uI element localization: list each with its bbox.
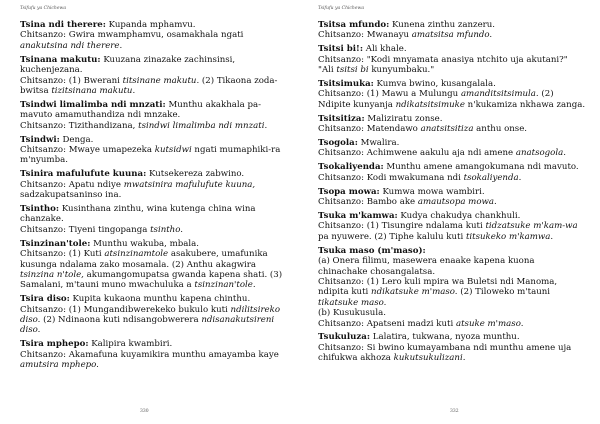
entry-definition: Kupanda mphamvu. <box>105 20 196 30</box>
dictionary-entry <box>20 100 288 131</box>
entry-headword: Tsuka m'kamwa: <box>318 211 398 221</box>
example-phrase: tsinzina n'tole, <box>20 269 84 280</box>
entry-headword: Tsitsa mfundo: <box>318 20 390 30</box>
example-phrase: amutsira mphepo. <box>20 360 99 371</box>
example-text: "Ali <box>318 65 337 76</box>
example-phrase: mwatsinira mafulufute kuuna, <box>123 179 256 190</box>
entry-definition-line <box>318 79 586 89</box>
entry-example-line <box>20 225 288 235</box>
dictionary-entry <box>20 204 288 235</box>
entry-definition-line <box>318 20 586 30</box>
entry-headword: Tsopa mowa: <box>318 186 380 197</box>
entry-definition: Kumwa mowa wambiri. <box>379 186 485 197</box>
dictionary-entry <box>318 79 586 110</box>
example-text: (2) Tikaona zoda-bwitsa <box>20 75 278 96</box>
entry-definition: Munthu amene amangokumana ndi mavuto. <box>383 162 579 173</box>
dictionary-entry <box>318 114 586 135</box>
example-phrase: kukutsukulizani. <box>393 353 466 364</box>
example-text: Chitsanzo: Akamafuna kuyamikira munthu amayamba kaye <box>20 349 279 360</box>
example-text: Chitsanzo: (1) Tisungire ndalama kuti <box>318 221 486 232</box>
example-text: Chitsanzo: Si bwino kumayambana ndi munthu amene uja chifukwa akhoza <box>318 342 572 364</box>
entry-example-line <box>318 308 586 318</box>
example-text: Chitsanzo: Apatseni madzi kuti <box>318 318 456 329</box>
dictionary-entry <box>318 162 586 183</box>
entry-definition: Kupita kukaona munthu kapena chinthu. <box>69 294 251 305</box>
example-phrase: atsuke m'maso. <box>455 318 524 329</box>
dictionary-entry <box>20 20 288 51</box>
entry-example-line <box>20 350 288 371</box>
example-text: Chitsanzo: (1) Lero kuli mpira wa Buletsi ndi Manoma, ndipita kuti <box>318 276 558 298</box>
entry-definition: Kumva bwino, kusangalala. <box>373 79 496 90</box>
dictionary-entry <box>318 138 586 159</box>
entry-definition: Lalatira, tukwana, nyoza munthu. <box>370 332 520 343</box>
example-text: Chitsanzo: Achimwene aakulu aja ndi amene <box>318 148 516 159</box>
entry-example-line <box>20 249 288 291</box>
example-phrase: tsinzinan'tole. <box>194 280 256 291</box>
entry-example-line <box>318 89 586 110</box>
entry-definition-line <box>318 138 586 148</box>
example-phrase: anatsogola. <box>515 148 566 159</box>
example-text: Chitsanzo: Gwira mwamphamvu, osamakhala ngati <box>20 30 244 41</box>
entry-headword: Tsindwi limalimba ndi mnzati: <box>20 99 166 110</box>
entry-definition-line <box>20 20 288 30</box>
entry-headword: Tsitsi bi!: <box>318 44 363 55</box>
example-text: Chitsanzo: (1) Mawu a Mulungu <box>318 89 461 100</box>
entry-definition: Kalipira kwambiri. <box>88 339 173 350</box>
example-phrase: amanditsitsimula. <box>460 89 539 100</box>
entry-definition-line <box>318 246 586 256</box>
example-text: Chitsanzo: Bambo ake <box>318 197 418 208</box>
example-phrase: tidzatsuke m'kam-wa <box>485 221 578 232</box>
entry-definition: Kunena zinthu zanzeru. <box>389 20 496 30</box>
entry-definition: Munthu wakuba, mbala. <box>90 238 199 249</box>
entry-example-line <box>20 145 288 166</box>
entry-example-line <box>20 30 288 51</box>
entry-definition-line <box>318 114 586 124</box>
example-text: Chitsanzo: Apatu ndiye <box>20 179 124 190</box>
dictionary-entry <box>318 332 586 363</box>
entry-example-line <box>318 148 586 158</box>
entry-headword: Tsinira mafulufute kuuna: <box>20 169 147 180</box>
dictionary-entry <box>20 339 288 370</box>
entry-headword: Tsogola: <box>318 138 358 149</box>
example-text: (2) Ndinaona kuti ndisangobwerera <box>40 315 202 326</box>
entry-headword: Tsitsimuka: <box>318 79 374 90</box>
example-phrase: amatsitsa mfundo. <box>411 30 493 41</box>
entry-definition: Kudya chakudya chankhuli. <box>397 211 521 221</box>
example-text: anthu onse. <box>473 124 528 135</box>
example-phrase: tizitsinana makutu. <box>51 85 136 96</box>
example-text: ngati mumaphiki-ra m'nyumba. <box>20 144 281 166</box>
example-text: Chitsanzo: Tizithandizana, <box>20 120 139 131</box>
dictionary-entry <box>318 211 586 242</box>
example-text: pa nyuwere. (2) Tiphe kalulu kuti <box>318 231 466 242</box>
example-text: (a) Onera filimu, masewera enaake kapena kuona chinachake chosangalatsa. <box>318 256 535 277</box>
entry-definition: Kutsekereza zabwino. <box>146 169 245 180</box>
entry-definition: Maliziratu zonse. <box>364 113 443 124</box>
example-phrase: kutsidwi <box>154 144 192 155</box>
running-header: Tsifufu ya Chichewa <box>318 6 365 11</box>
entry-example-line <box>20 121 288 131</box>
entry-list <box>20 20 288 371</box>
running-header: Tsifufu ya Chichewa <box>20 6 67 11</box>
example-text: Chitsanzo: Mwaye umapezeka <box>20 144 155 155</box>
example-text: Chitsanzo: Matendawo <box>318 124 421 135</box>
example-text: (2) Ndipite kunyanja <box>318 89 554 110</box>
entry-definition: Ali khale. <box>363 44 407 55</box>
entry-headword: Tsinzinan'tole: <box>20 238 91 249</box>
example-text: Chitsanzo: (1) Mungandibwerekeko bukulo kuti <box>20 304 231 315</box>
example-phrase: anakutsina ndi therere. <box>20 40 123 51</box>
entry-headword: Tsuka maso (m'maso): <box>318 245 426 256</box>
example-text: asakubere, umafunika kusunga ndalama zako mosamala. (2) Anthu akagwira <box>20 249 268 270</box>
example-text: Chitsanzo: Kodi mwakumana ndi <box>318 172 464 183</box>
entry-definition-line <box>20 339 288 349</box>
example-phrase: tikatsuke maso. <box>318 297 387 308</box>
example-phrase: tsintho. <box>150 224 183 235</box>
entry-example-line <box>318 65 586 75</box>
entry-headword: Tsitsitiza: <box>318 113 365 124</box>
entry-definition-line <box>20 100 288 121</box>
entry-definition-line <box>20 55 288 76</box>
entry-example-line <box>318 343 586 364</box>
dictionary-entry <box>318 246 586 329</box>
example-text: Chitsanzo: Tiyeni tingopanga <box>20 224 151 235</box>
entry-definition-line <box>318 187 586 197</box>
entry-example-line <box>318 55 586 65</box>
dictionary-entry <box>318 20 586 41</box>
dictionary-entry <box>20 55 288 97</box>
entry-example-line <box>318 277 586 308</box>
example-text: Chitsanzo: (1) Bwerani <box>20 75 123 86</box>
entry-definition-line <box>318 44 586 54</box>
dictionary-entry <box>20 294 288 336</box>
dictionary-entry <box>318 44 586 75</box>
entry-definition-line <box>20 135 288 145</box>
page-number: 330 <box>140 409 149 414</box>
example-phrase: atsinzinamtole <box>104 249 169 260</box>
entry-example-line <box>318 319 586 329</box>
entry-definition-line <box>20 239 288 249</box>
example-phrase: titsinane makutu. <box>122 75 200 86</box>
dictionary-entry <box>20 239 288 291</box>
entry-headword: Tsindwi: <box>20 134 60 145</box>
entry-list <box>318 20 586 364</box>
entry-definition-line <box>20 169 288 179</box>
example-text: sadzakupatsaninso ina. <box>20 190 122 201</box>
entry-definition: Kuuzana zinazake zachinsinsi, kuchenjezana. <box>20 54 236 76</box>
entry-headword: Tsina ndi therere: <box>20 20 106 30</box>
entry-headword: Tsira diso: <box>20 294 70 305</box>
entry-headword: Tsintho: <box>20 204 60 214</box>
entry-headword: Tsukuluza: <box>318 332 371 343</box>
dictionary-entry <box>20 169 288 200</box>
example-text: akumangomupatsa gwanda kapena shati. (3) Samalani, m'tauni muno mwachuluka a <box>20 269 283 291</box>
example-phrase: ndilitsireko diso. <box>20 304 281 326</box>
example-phrase: tsokaliyenda. <box>463 172 522 183</box>
entry-definition-line <box>318 162 586 172</box>
example-text: Chitsanzo: Mwanayu <box>318 30 412 41</box>
right-page <box>300 0 600 424</box>
entry-example-line <box>318 173 586 183</box>
dictionary-entry <box>20 135 288 166</box>
example-phrase: tsindwi limalimba ndi mnzati. <box>138 120 268 131</box>
entry-definition: Kusinthana zinthu, wina kutenga china wina chanzake. <box>20 204 256 225</box>
entry-example-line <box>20 180 288 201</box>
example-text: n'kukamiza nkhawa zanga. <box>464 99 586 110</box>
entry-definition: Denga. <box>59 134 94 145</box>
entry-example-line <box>20 305 288 336</box>
example-text: Chitsanzo: (1) Kuti <box>20 249 105 260</box>
entry-headword: Tsira mphepo: <box>20 339 89 350</box>
entry-definition: Mwalira. <box>357 138 400 149</box>
entry-example-line <box>318 30 586 40</box>
entry-definition-line <box>318 211 586 221</box>
entry-definition: Munthu akakhala pa-mavuto amamuthandiza ndi mnzake. <box>20 99 262 121</box>
example-phrase: ndikatsitsimuke <box>395 99 465 110</box>
entry-definition-line <box>318 332 586 342</box>
example-text: (2) Tiloweko m'tauni <box>457 287 551 298</box>
entry-example-line <box>318 221 586 242</box>
entry-headword: Tsokaliyenda: <box>318 162 384 173</box>
example-phrase: titsukeko m'kamwa. <box>465 231 554 242</box>
example-phrase: amautsopa mowa. <box>417 197 497 208</box>
entry-example-line <box>318 124 586 134</box>
dictionary-entry <box>318 187 586 208</box>
example-text: kunyumbaku." <box>368 65 435 76</box>
entry-example-line <box>318 256 586 277</box>
page-number: 332 <box>450 409 459 414</box>
entry-example-line <box>318 197 586 207</box>
entry-definition-line <box>20 294 288 304</box>
example-phrase: tsitsi bi <box>336 65 369 76</box>
example-text: Chitsanzo: "Kodi mnyamata anasiya ntchito uja akutani?" <box>318 54 568 65</box>
entry-definition-line <box>20 204 288 225</box>
entry-example-line <box>20 76 288 97</box>
entry-headword: Tsinana makutu: <box>20 54 101 65</box>
example-text: (b) Kusukusula. <box>318 308 386 319</box>
example-phrase: anatsitsitiza <box>420 124 474 135</box>
example-phrase: ndikatsuke m'maso. <box>371 287 458 298</box>
example-phrase: ndisanakutsireni diso. <box>20 315 275 336</box>
